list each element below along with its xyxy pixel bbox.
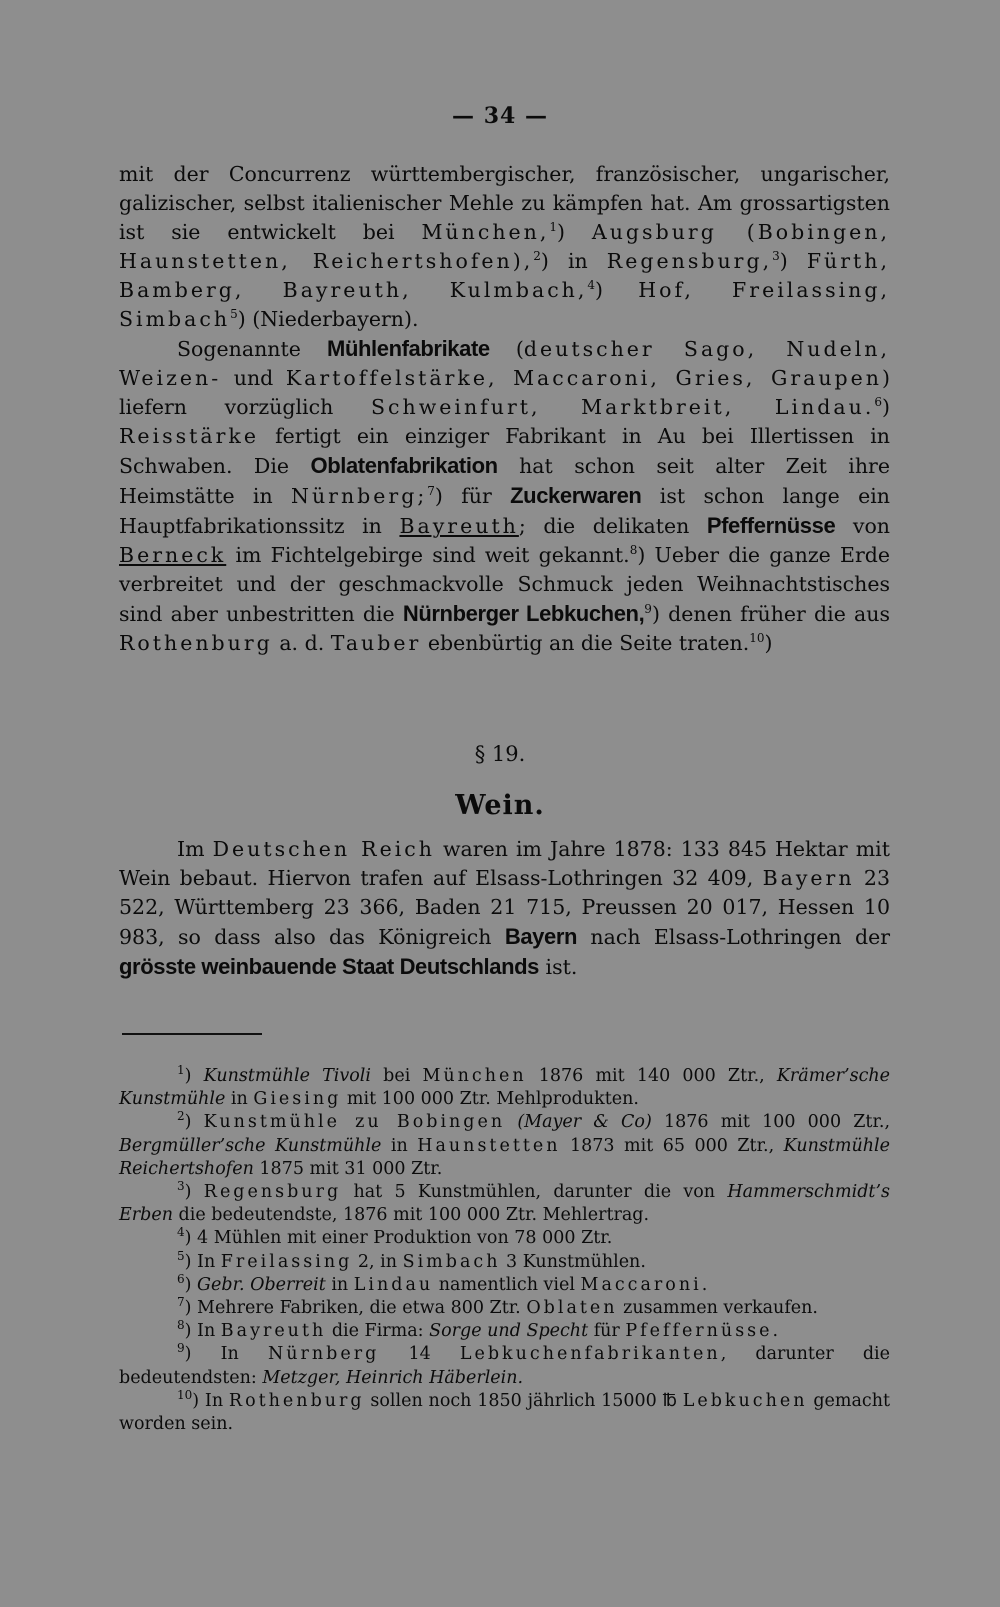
footnote-text: Haunstetten xyxy=(417,1135,561,1156)
footnote: $^3$) Regensburg hat 5 Kunstmühlen, darunter die von Hammerschmidt’s Erben die bedeutendste, 1876 mit 100 000 Ztr. Mehlertrag. xyxy=(119,1179,891,1226)
footnote-text: 1876 mit 140 000 Ztr., xyxy=(526,1066,777,1086)
text-run: im Fichtelgebirge sind weit gekannt. xyxy=(226,543,630,567)
text-run: Sogenannte xyxy=(177,337,328,361)
footnote-text: die Firma: xyxy=(326,1321,430,1342)
footnote-text: mit 100 000 Ztr. Mehlprodukten. xyxy=(341,1089,639,1110)
footnote-text: Kunstmühle Reichertshofen xyxy=(119,1135,890,1179)
footnote-text: in xyxy=(381,1135,418,1156)
footnote-text: Regensburg xyxy=(203,1182,342,1203)
footnote: $^9$) In Nürnberg 14 Lebkuchenfabrikanten, darunter die bedeutendsten: Metzger, Heinrich Häberlein. xyxy=(119,1341,890,1388)
footnote-mark: 4 xyxy=(177,1225,185,1240)
footnote-text: in xyxy=(325,1274,354,1295)
footnote: $^2$) Kunstmühle zu Bobingen (Mayer & Co) 1876 mit 100 000 Ztr., Bergmüller’sche Kunstmühle in Haunstetten 1873 mit 65 000 Ztr., Kunstmühle Reichertshofen 1875 mit 31 000 Ztr. xyxy=(119,1109,891,1179)
place-rothenburg: Rothenburg xyxy=(119,631,273,655)
text-run: mit der Concurrenz württembergischer, französischer, ungarischer, galizischer, selbst italienischer Mehle zu kämpfen hat. Am grossartigsten ist sie entwickelt bei xyxy=(119,162,890,244)
text-run xyxy=(565,220,592,244)
text-run: Im xyxy=(177,837,213,861)
footnote-text: Nürnberg xyxy=(267,1344,380,1365)
text-run: a. d. xyxy=(272,631,331,655)
paragraph-1: mit der Concurrenz württembergischer, französischer, ungarischer, galizischer, selbst italienischer Mehle zu kämpfen hat. Am grossartigsten ist sie entwickelt bei München,$^1$) Augsburg (Bobingen, Haunstetten, Reichertshofen),$^2$) in Regensburg,$^3$) Fürth, Bamberg, Bayreuth, Kulmbach,$^4$) Hof, Freilassing, Simbach$^5$) (Niederbayern). xyxy=(119,162,890,331)
footnote: $^8$) In Bayreuth die Firma: Sorge und Specht für Pfeffernüsse. xyxy=(177,1318,782,1342)
highlight-oblatenfabrikation: Oblatenfabrikation xyxy=(310,453,498,478)
footnote: $^{10}$) In Rothenburg sollen noch 1850 jährlich 15000 ℔ Lebkuchen gemacht worden sein. xyxy=(119,1388,891,1435)
footnote-text: Lebkuchen xyxy=(682,1390,808,1411)
footnote-text: zusammen verkaufen. xyxy=(617,1298,818,1319)
footnotes xyxy=(119,1065,890,1436)
footnote-text: In xyxy=(204,1390,229,1411)
footnote-mark: 2 xyxy=(177,1109,185,1124)
footnote-text: Giesing xyxy=(253,1089,342,1110)
text-run: ist. xyxy=(539,955,578,979)
page-number: — 34 — xyxy=(452,103,548,129)
footnote-text: 1873 mit 65 000 Ztr., xyxy=(560,1135,784,1156)
footnote-text: 2, in xyxy=(352,1251,403,1272)
text-run: nach Elsass-Lothringen der xyxy=(577,925,890,949)
text-run: fertigt ein einziger Fabrikant in Au bei Illertissen in Schwaben. Die xyxy=(119,424,890,478)
footnote-ref: 2 xyxy=(533,249,541,264)
footnote-ref: 6 xyxy=(874,395,882,410)
footnote-divider xyxy=(122,1033,262,1035)
section-number: § 19. xyxy=(474,742,526,766)
footnote-text: Lindau xyxy=(353,1274,434,1295)
footnote-text: für xyxy=(588,1321,626,1342)
footnote-text: hat 5 Kunstmühlen, darunter die von xyxy=(341,1182,728,1203)
footnote: $^7$) Mehrere Fabriken, die etwa 800 Ztr. Oblaten zusammen verkaufen. xyxy=(177,1295,818,1319)
footnote-ref: 3 xyxy=(772,249,780,264)
footnote-mark: 3 xyxy=(177,1179,185,1194)
footnote-text: In xyxy=(197,1321,221,1342)
footnote-mark: 8 xyxy=(177,1318,185,1333)
footnote: $^1$) Kunstmühle Tivoli bei München 1876 mit 140 000 Ztr., Krämer’sche Kunstmühle in Giesing mit 100 000 Ztr. Mehlprodukten. xyxy=(119,1063,891,1110)
text-run: ( xyxy=(489,337,524,361)
paragraph-muehlen xyxy=(119,160,890,658)
footnote-text: 1875 mit 31 000 Ztr. xyxy=(253,1158,443,1179)
footnote-text: 3 Kunstmühlen. xyxy=(500,1251,646,1272)
footnote: $^6$) Gebr. Oberreit in Lindau namentlich viel Maccaroni. xyxy=(177,1272,711,1295)
footnote-mark: 7 xyxy=(177,1295,185,1310)
text-run: ) liefern vorzüglich xyxy=(119,366,891,419)
text-run xyxy=(603,278,638,302)
footnote-text: 14 xyxy=(379,1344,460,1365)
footnote-ref: 7 xyxy=(427,484,435,499)
footnote-text: Rothenburg xyxy=(228,1390,365,1411)
text-run: ebenbürtig an die Seite traten. xyxy=(421,631,750,655)
footnote-text: namentlich viel xyxy=(433,1274,581,1295)
footnote-text: Bobingen xyxy=(396,1112,506,1133)
highlight-zuckerwaren: Zuckerwaren xyxy=(510,483,642,508)
footnote-text: Kunstmühle Tivoli xyxy=(203,1066,371,1086)
footnote-text: Sorge und Specht xyxy=(429,1321,589,1342)
footnote-text: die bedeutendste, 1876 mit 100 000 Ztr. Mehlertrag. xyxy=(172,1205,650,1226)
footnote-text: in xyxy=(225,1089,254,1110)
footnote-text: Mehrere Fabriken, die etwa 800 Ztr. xyxy=(197,1298,527,1319)
paragraph-wein xyxy=(119,835,890,982)
footnote-text: Maccaroni. xyxy=(580,1274,711,1295)
footnote-text: bei xyxy=(371,1066,423,1086)
footnote-ref: 1 xyxy=(549,220,558,235)
footnote-text: Gebr. Oberreit xyxy=(197,1274,326,1295)
footnote-text: (Mayer & Co) xyxy=(505,1112,652,1133)
text-run: ) Ueber die ganze Erde verbreitet und der geschmackvolle Schmuck jeden Weihnachtstisches sind aber unbestritten die xyxy=(119,543,891,626)
highlight-bayern: Bayern xyxy=(504,924,578,949)
footnote-text: Lebkuchenfabrikanten xyxy=(459,1344,721,1365)
footnote-text: Simbach xyxy=(402,1251,501,1272)
text-run: ) denen früher die aus xyxy=(651,602,890,626)
footnote-mark: 10 xyxy=(177,1388,193,1403)
spaced-text: Deutschen Reich xyxy=(212,837,435,861)
text-run: ; die delikaten xyxy=(518,514,707,538)
spaced-text: Kartoffelstärke, Maccaroni, Gries, Graupen xyxy=(285,366,883,390)
footnote-mark: 6 xyxy=(177,1272,185,1286)
footnote-ref: 9 xyxy=(644,602,652,617)
place-augsburg: Augsburg (Bobingen, Haunstetten, Reichertshofen), xyxy=(119,220,890,273)
paragraph-2 xyxy=(119,334,890,658)
footnote-text: 1876 mit 100 000 Ztr., xyxy=(651,1112,891,1133)
text-run: ist schon lange ein Hauptfabrikationssitz in xyxy=(119,484,890,538)
footnote-text: Krämer’sche Kunstmühle xyxy=(119,1066,891,1110)
text-run: hat schon seit alter Zeit ihre Heimstätte in xyxy=(119,454,890,508)
text-run: von xyxy=(835,514,890,538)
footnote-text: , darunter die bedeutendsten: xyxy=(119,1344,890,1388)
footnote-text: In xyxy=(197,1251,221,1272)
footnote-text: Pfeffernüsse. xyxy=(625,1321,782,1342)
footnote-text: Kunstmühle zu xyxy=(203,1112,397,1133)
highlight-groesste-staat: grösste weinbauende Staat Deutschlands xyxy=(119,954,540,979)
text-run: (Niederbayern). xyxy=(245,307,419,331)
section-heading: Wein. xyxy=(455,790,545,821)
text-run: 23 522, Württemberg 23 366, Baden 21 715, Preussen 20 017, Hessen 10 983, so dass also das Königreich xyxy=(119,866,890,949)
place-tauber: Tauber xyxy=(330,631,422,655)
footnote-mark: 9 xyxy=(177,1341,185,1356)
footnote-text: München xyxy=(422,1066,527,1086)
text-run: waren im Jahre 1878: 133 845 Hektar mit Wein bebaut. Hiervon trafen auf Elsass-Lothringen 32 409, xyxy=(119,837,890,890)
place-list: Fürth, Bamberg, Bayreuth, Kulmbach, xyxy=(119,249,890,302)
footnote-ref: 10 xyxy=(749,631,765,646)
text-run: ) xyxy=(881,395,890,419)
highlight-lebkuchen: Nürnberger Lebkuchen, xyxy=(402,601,645,626)
place-nuernberg: Nürnberg; xyxy=(291,484,428,508)
text-run: in xyxy=(548,249,607,273)
footnote-ref: 4 xyxy=(587,278,596,293)
place-berneck: Berneck xyxy=(119,543,227,567)
footnote-text: In xyxy=(220,1344,268,1365)
footnote-mark: 1 xyxy=(177,1063,185,1078)
spaced-text: Bayern xyxy=(762,866,855,890)
spaced-text: Reisstärke xyxy=(119,424,259,448)
highlight-muehlenfabrikate: Mühlenfabrikate xyxy=(327,336,490,361)
footnote-text: gemacht worden sein. xyxy=(119,1390,891,1435)
paragraph-3 xyxy=(119,835,890,982)
place-list: Hof, Freilassing, Simbach xyxy=(119,278,890,331)
footnote-text: Freilassing xyxy=(220,1251,353,1272)
footnote-ref: 8 xyxy=(629,543,638,558)
text-run: ) xyxy=(764,631,773,655)
footnote-text: Metzger, Heinrich Häberlein. xyxy=(262,1367,524,1388)
highlight-pfeffernuesse: Pfeffernüsse xyxy=(706,513,836,538)
footnote: $^5$) In Freilassing 2, in Simbach 3 Kunstmühlen. xyxy=(177,1248,646,1272)
place-regensburg: Regensburg, xyxy=(606,249,773,273)
place-muenchen: München, xyxy=(421,220,550,244)
spaced-text: deutscher Sago, Nudeln, Weizen- xyxy=(119,337,890,390)
footnote-text: Oblaten xyxy=(526,1298,618,1319)
footnote: $^4$) 4 Mühlen mit einer Produktion von 78 000 Ztr. xyxy=(177,1225,613,1249)
place-bayreuth: Bayreuth xyxy=(399,514,519,538)
footnote-mark: 5 xyxy=(177,1248,185,1263)
footnote-text: Bergmüller’sche Kunstmühle xyxy=(119,1135,382,1156)
footnote-ref: 5 xyxy=(230,307,238,322)
text-run: und xyxy=(221,366,286,390)
footnote-text: sollen noch 1850 jährlich 15000 ℔ xyxy=(364,1390,683,1411)
spaced-text: Schweinfurt, Marktbreit, Lindau. xyxy=(370,395,875,419)
text-run: ) für xyxy=(434,484,511,508)
footnote-text: Bayreuth xyxy=(220,1321,327,1342)
text-run xyxy=(788,249,807,273)
footnote-text: Hammerschmidt’s Erben xyxy=(119,1182,891,1226)
footnote-text: 4 Mühlen mit einer Produktion von 78 000 Ztr. xyxy=(197,1228,613,1249)
